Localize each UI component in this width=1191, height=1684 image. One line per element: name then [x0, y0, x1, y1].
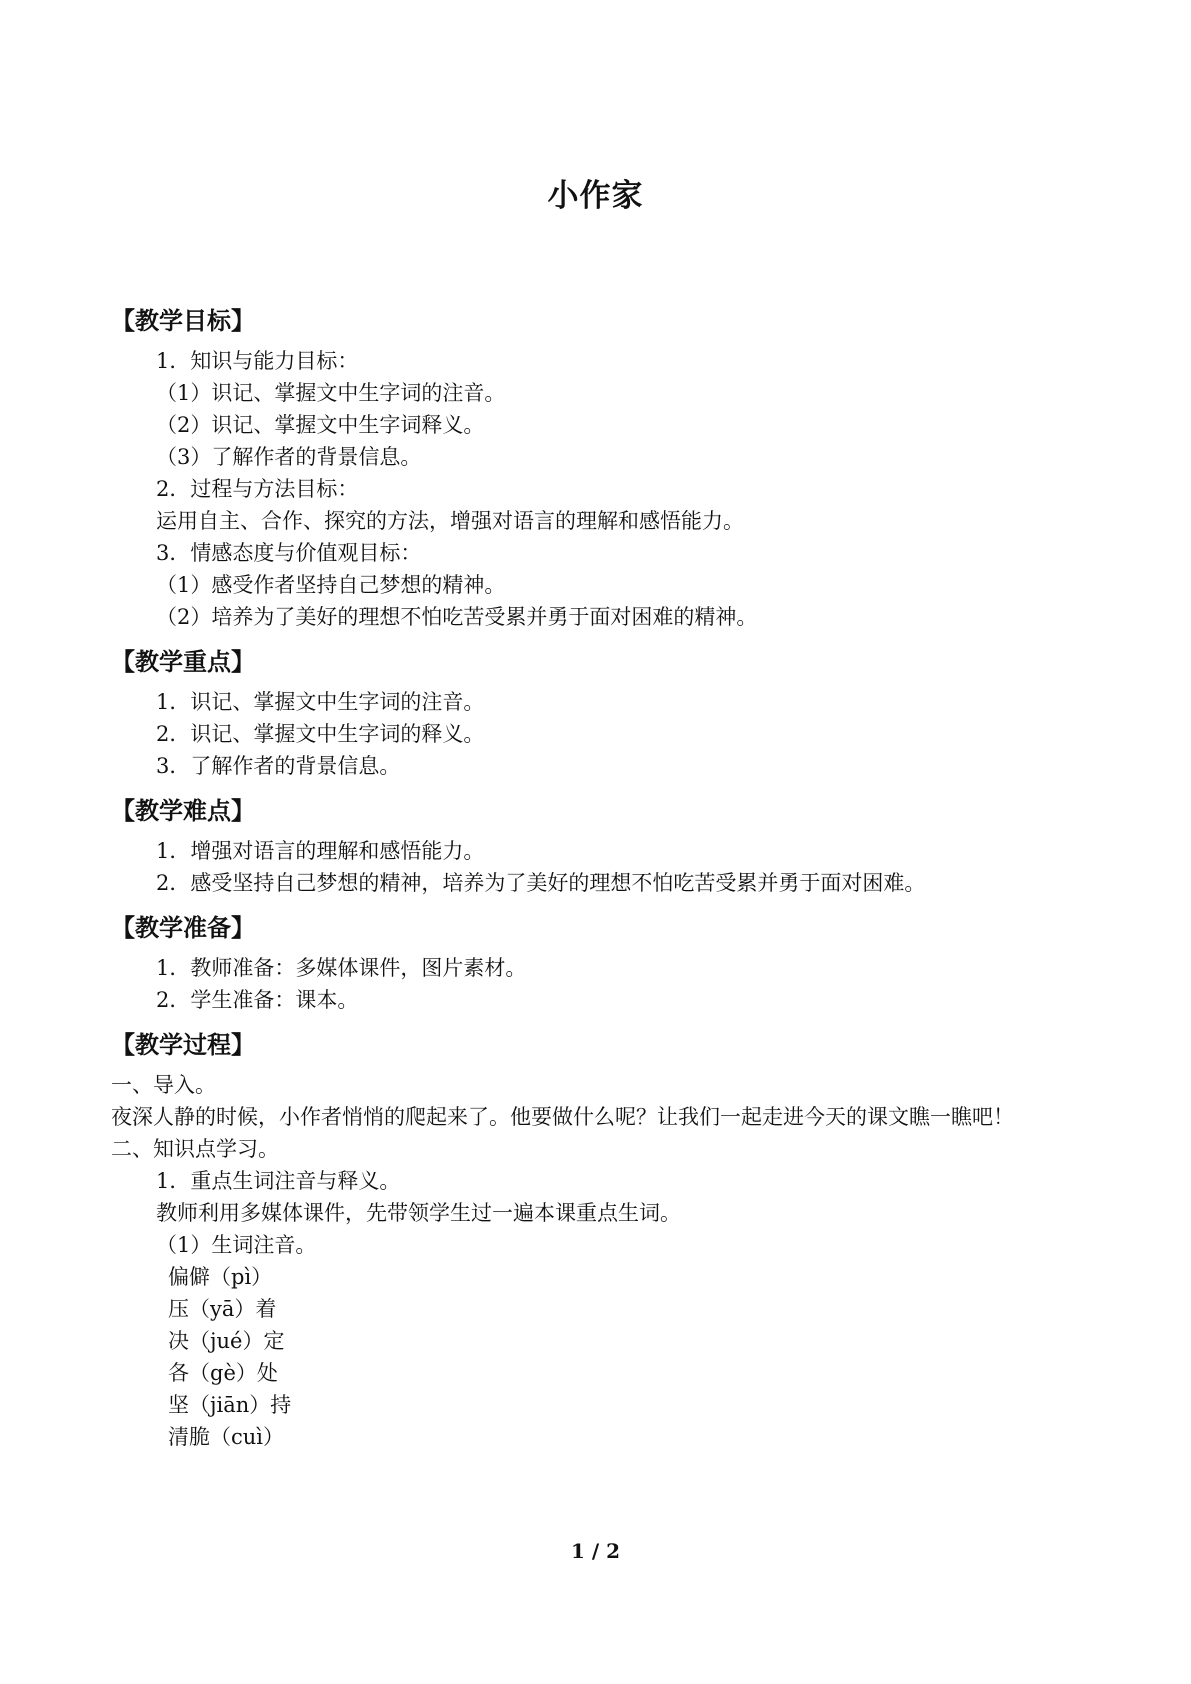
- section-difficulties: [111, 792, 1101, 899]
- phonetic-title: （1）生词注音。: [156, 1233, 317, 1257]
- study-subtitle: 1．重点生词注音与释义。: [156, 1169, 401, 1193]
- key-point-line: 1．识记、掌握文中生字词的注音。: [156, 690, 485, 714]
- objective-line: （2）识记、掌握文中生字词释义。: [156, 413, 485, 437]
- objective-line: 1．知识与能力目标：: [156, 349, 359, 373]
- objective-line: 运用自主、合作、探究的方法，增强对语言的理解和感悟能力。: [156, 509, 744, 533]
- preparation-line: 2．学生准备：课本。: [156, 988, 359, 1012]
- study-title: 二、知识点学习。: [111, 1137, 279, 1161]
- key-point-line: 2．识记、掌握文中生字词的释义。: [156, 722, 485, 746]
- objective-line: （2）培养为了美好的理想不怕吃苦受累并勇于面对困难的精神。: [156, 605, 758, 629]
- study-description: 教师利用多媒体课件，先带领学生过一遍本课重点生词。: [156, 1201, 681, 1225]
- objective-line: 3．情感态度与价值观目标：: [156, 541, 422, 565]
- vocab-word: 压（yā）着: [168, 1297, 277, 1321]
- vocab-word: 清脆（cuì）: [168, 1425, 285, 1449]
- objective-line: （1）识记、掌握文中生字词的注音。: [156, 381, 506, 405]
- document-body: [111, 302, 1101, 1453]
- section-heading: 【教学准备】: [111, 914, 255, 942]
- intro-text: 夜深人静的时候，小作者悄悄的爬起来了。他要做什么呢？让我们一起走进今天的课文瞧一瞧吧！: [111, 1105, 1014, 1129]
- vocab-word: 偏僻（pì）: [168, 1265, 273, 1289]
- vocab-word: 各（gè）处: [168, 1361, 278, 1385]
- key-point-line: 3．了解作者的背景信息。: [156, 754, 401, 778]
- preparation-line: 1．教师准备：多媒体课件，图片素材。: [156, 956, 527, 980]
- objective-line: （3）了解作者的背景信息。: [156, 445, 422, 469]
- page-number: 1 / 2: [570, 1539, 621, 1563]
- vocab-word: 坚（jiān）持: [168, 1393, 292, 1417]
- section-key-points: [111, 643, 1101, 782]
- section-heading: 【教学目标】: [111, 307, 255, 335]
- section-heading: 【教学重点】: [111, 648, 255, 676]
- section-heading: 【教学难点】: [111, 797, 255, 825]
- difficulty-line: 1．增强对语言的理解和感悟能力。: [156, 839, 485, 863]
- section-process: [111, 1026, 1101, 1453]
- difficulty-line: 2．感受坚持自己梦想的精神，培养为了美好的理想不怕吃苦受累并勇于面对困难。: [156, 871, 926, 895]
- objective-line: （1）感受作者坚持自己梦想的精神。: [156, 573, 506, 597]
- vocab-word: 决（jué）定: [168, 1329, 285, 1353]
- objective-line: 2．过程与方法目标：: [156, 477, 359, 501]
- section-heading: 【教学过程】: [111, 1031, 255, 1059]
- section-objectives: [111, 302, 1101, 633]
- section-preparation: [111, 909, 1101, 1016]
- intro-title: 一、导入。: [111, 1073, 216, 1097]
- document-title: 小作家: [547, 178, 644, 214]
